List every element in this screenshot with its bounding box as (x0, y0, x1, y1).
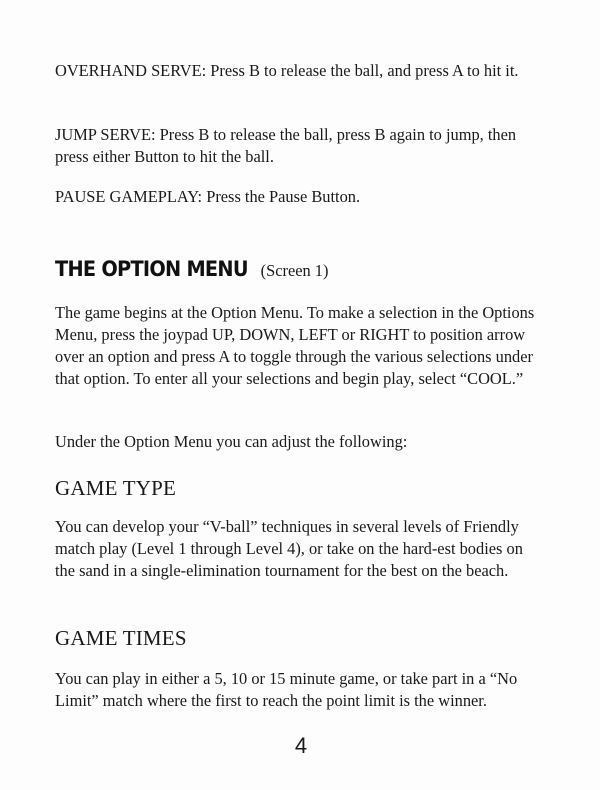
jump-serve-paragraph: JUMP SERVE: Press B to release the ball, press B again to jump, then press either Button to hit the ball. (55, 125, 517, 166)
option-menu-adjust-note: Under the Option Menu you can adjust the following: (55, 432, 408, 451)
pause-gameplay-paragraph: PAUSE GAMEPLAY: Press the Pause Button. (55, 187, 361, 206)
option-menu-heading (55, 258, 545, 282)
option-menu-intro: The game begins at the Option Menu. To make a selection in the Options Menu, press the joypad UP, DOWN, LEFT or RIGHT to position arrow over an option and press A to toggle through the various selections under that option. To enter all your selections and begin play, select “COOL.” (55, 303, 535, 388)
game-times-heading: GAME TIMES (55, 626, 187, 650)
option-menu-screen-ref: (Screen 1) (260, 261, 329, 280)
game-type-paragraph: You can develop your “V-ball” techniques in several levels of Friendly match play (Level 1 through Level 4), or take on the hard-est bodies on the sand in a single-elimination tournament for the best on the beach. (55, 517, 523, 580)
option-menu-title: THE OPTION MENU (55, 257, 248, 281)
page-number: 4 (294, 733, 308, 758)
game-times-paragraph: You can play in either a 5, 10 or 15 minute game, or take part in a “No Limit” match where the first to reach the point limit is the winner. (55, 669, 518, 710)
game-type-heading: GAME TYPE (55, 476, 177, 500)
overhand-serve-paragraph: OVERHAND SERVE: Press B to release the ball, and press A to hit it. (55, 61, 519, 80)
